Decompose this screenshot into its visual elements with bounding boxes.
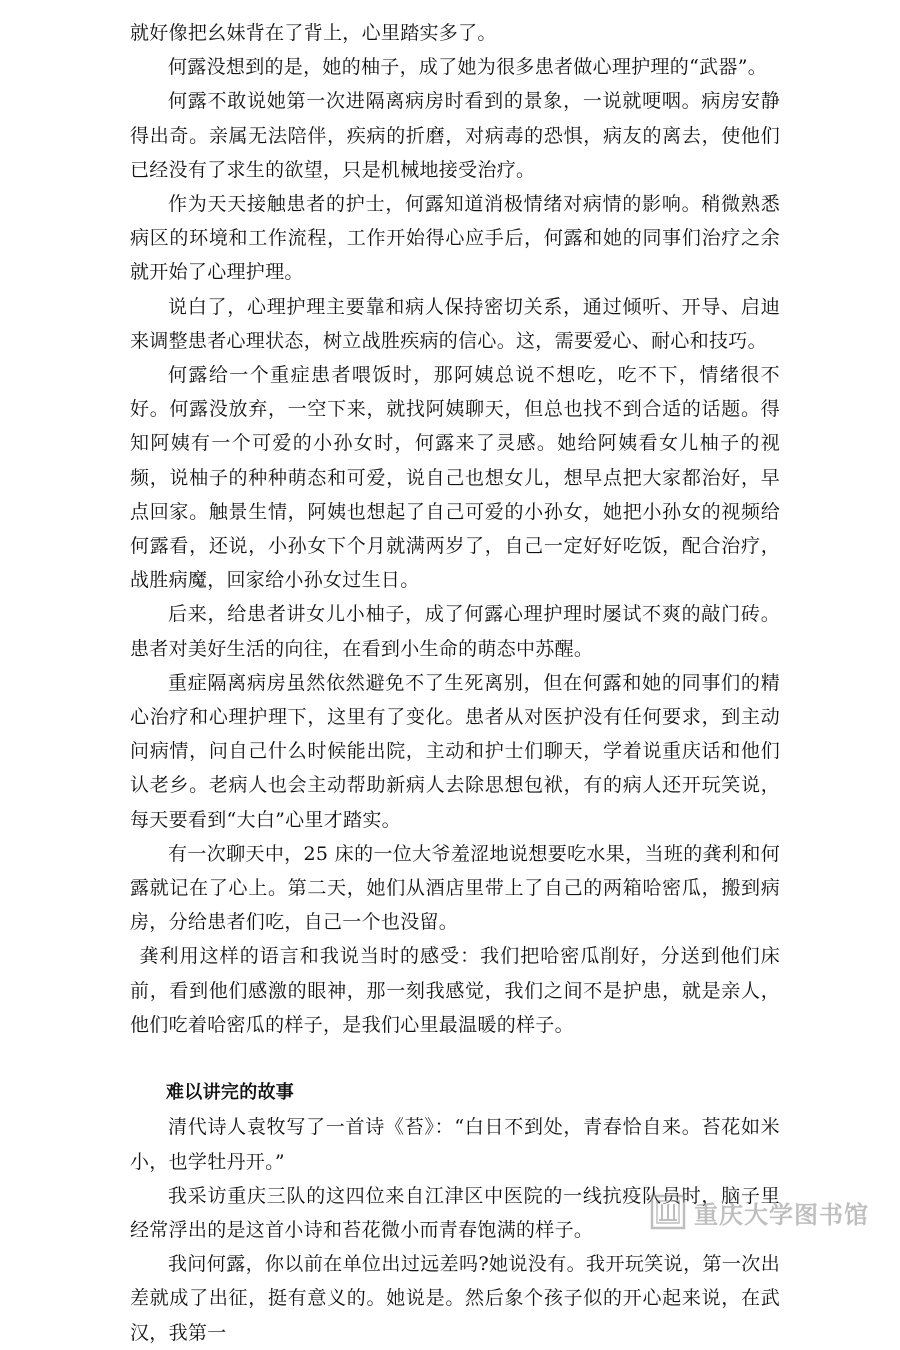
paragraph: 何露没想到的是，她的柚子，成了她为很多患者做心理护理的“武器”。 [168, 56, 768, 79]
paragraph: 何露不敢说她第一次进隔离病房时看到的景象，一说就哽咽。病房安静得出奇。亲属无法陪伴，疾病的折磨，对病毒的恐惧，病友的离去，使他们已经没有了求生的欲望，只是机械地接受治疗。 [130, 90, 780, 181]
section-gap [130, 1042, 780, 1076]
paragraph: 后来，给患者讲女儿小柚子，成了何露心理护理时屡试不爽的敲门砖。患者对美好生活的向往，在看到小生命的萌态中苏醒。 [130, 603, 780, 660]
paragraph: 重症隔离病房虽然依然避免不了生死离别，但在何露和她的同事们的精心治疗和心理护理下，这里有了变化。患者从对医护没有任何要求，到主动问病情，问自己什么时候能出院，主动和护士们聊天，学着说重庆话和他们认老乡。老病人也会主动帮助新病人去除思想包袱，有的病人还开玩笑说，每天要看到“大白”心里才踏实。 [130, 671, 780, 831]
article-body [130, 16, 780, 1350]
paragraph: 说白了，心理护理主要靠和病人保持密切关系，通过倾听、开导、启迪来调整患者心理状态，树立战胜疾病的信心。这，需要爱心、耐心和技巧。 [130, 295, 780, 352]
paragraph: 清代诗人袁牧写了一首诗《苔》：“白日不到处，青春恰自来。苔花如米小，也学牡丹开。” [130, 1116, 780, 1173]
paragraph: 何露给一个重症患者喂饭时，那阿姨总说不想吃，吃不下，情绪很不好。何露没放弃，一空下来，就找阿姨聊天，但总也找不到合适的话题。得知阿姨有一个可爱的小孙女时，何露来了灵感。她给阿姨看女儿柚子的视频，说柚子的种种萌态和可爱，说自己也想女儿，想早点把大家都治好，早点回家。触景生情，阿姨也想起了自己可爱的小孙女，她把小孙女的视频给何露看，还说，小孙女下个月就满两岁了，自己一定好好吃饭，配合治疗，战胜病魔，回家给小孙女过生日。 [130, 364, 780, 592]
paragraph: 就好像把幺妹背在了背上，心里踏实多了。 [130, 22, 497, 44]
paragraph: 作为天天接触患者的护士，何露知道消极情绪对病情的影响。稍微熟悉病区的环境和工作流程，工作开始得心应手后，何露和她的同事们治疗之余就开始了心理护理。 [130, 193, 780, 284]
section-heading: 难以讲完的故事 [166, 1082, 295, 1104]
library-watermark [650, 1192, 880, 1232]
watermark-text: 重庆大学图书馆 [694, 1200, 869, 1229]
paragraph: 我问何露，你以前在单位出过远差吗?她说没有。我开玩笑说，第一次出差就成了出征，挺有意义的。她说是。然后象个孩子似的开心起来说，在武汉，我第一 [130, 1253, 780, 1344]
paragraph: 我采访重庆三队的这四位来自江津区中医院的一线抗疫队员时，脑子里经常浮出的是这首小诗和苔花微小而青春饱满的样子。 [130, 1184, 780, 1241]
paragraph: 龚利用这样的语言和我说当时的感受：我们把哈密瓜削好，分送到他们床前，看到他们感激的眼神，那一刻我感觉，我们之间不是护患，就是亲人，他们吃着哈密瓜的样子，是我们心里最温暖的样子。 [130, 945, 780, 1036]
library-logo-icon [650, 1194, 686, 1230]
paragraph: 有一次聊天中，25 床的一位大爷羞涩地说想要吃水果，当班的龚利和何露就记在了心上。第二天，她们从酒店里带上了自己的两箱哈密瓜，搬到病房，分给患者们吃，自己一个也没留。 [130, 842, 780, 934]
